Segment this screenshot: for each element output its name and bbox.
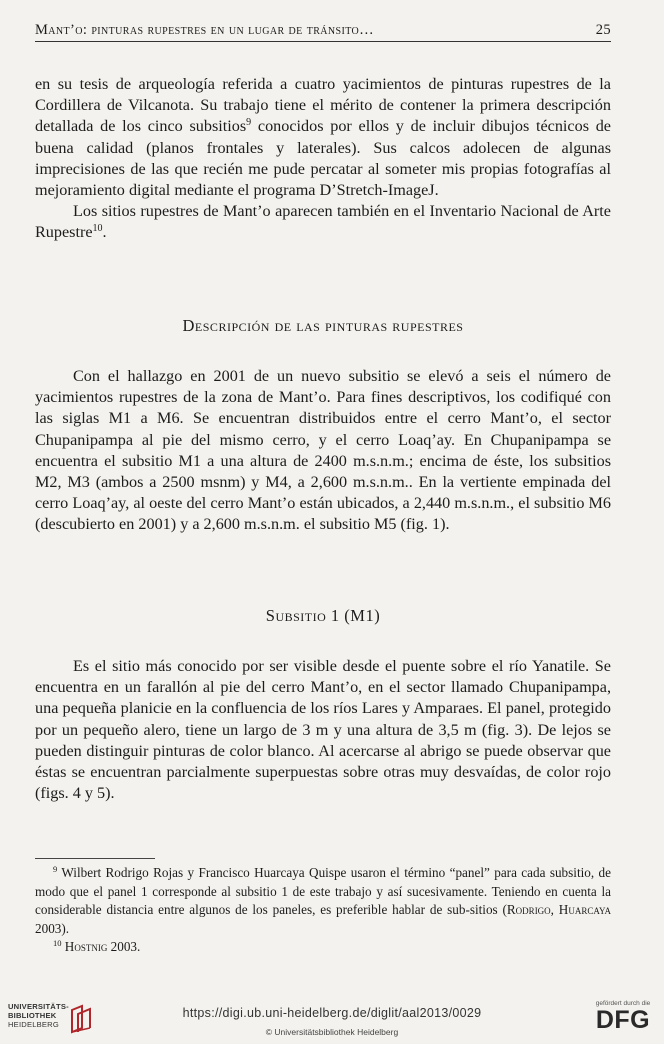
- paragraph: Los sitios rupestres de Mant’o aparecen también en el Inventario Nacional de Arte Rupestre$^{10}$.: [35, 202, 611, 242]
- digitization-footer: [0, 996, 664, 1044]
- footnotes: [35, 864, 611, 957]
- section-body: [35, 366, 611, 536]
- funder-note: gefördert durch die: [595, 1000, 651, 1007]
- subsection-heading: [35, 606, 611, 626]
- paragraph: en su tesis de arqueología referida a cuatro yacimientos de pinturas rupestres de la Cordillera de Vilcanota. Su trabajo tiene el mérito de contener la primera descripción detallada de los cinco subsitios$^9$ conocidos por ellos y de incluir dibujos técnicos de buena calidad (planos frontales y laterales). Sus calcos adolecen de algunas imprecisiones de las que recién me pude percatar al someter mis propias fotografías al mejoramiento digital mediante el programa D’Stretch-ImageJ.: [35, 75, 611, 200]
- paragraph: Con el hallazgo en 2001 de un nuevo subsitio se elevó a seis el número de yacimientos rupestres de la zona de Mant’o. Para fines descriptivos, los codifiqué con las siglas M1 a M6. Se encuentran distribuidos entre el cerro Mant’o, el sector Chupanipampa al pie del mismo cerro, y el cerro Loaq’ay. En Chupanipampa se encuentra el subsitio M1 a una altura de 2400 m.s.n.m.; encima de éste, los subsitios M2, M3 (ambos a 2500 msnm) y M4, a 2,600 m.s.n.m.. En la vertiente empinada del cerro Loaq’ay, al oeste del cerro Mant’o están ubicados, a 2,440 m.s.n.m., el subsitio M6 (descubierto en 2001) y a 2,600 m.s.n.m. el subsitio M5 (fig. 1).: [35, 367, 611, 534]
- running-header: [35, 22, 611, 39]
- source-url[interactable]: https://digi.ub.uni-heidelberg.de/diglit/aal2013/0029: [182, 1006, 482, 1020]
- library-name: UNIVERSITÄTS- BIBLIOTHEK HEIDELBERG: [8, 1002, 69, 1029]
- page-number: 25: [595, 22, 611, 38]
- dfg-logo: DFG: [595, 1006, 651, 1034]
- funder-logo[interactable]: [590, 1000, 656, 1038]
- footnote-10: $^{10}$ Hostnig 2003.: [53, 938, 141, 954]
- subsection-number: 1 (M1): [330, 606, 381, 625]
- footnote-9: $^9$ Wilbert Rodrigo Rojas y Francisco Huarcaya Quispe usaron el término “panel” para cada subsitio, de modo que el panel 1 corresponde al subsitio 1 de este trabajo y así sucesivamente. Teniendo en cuenta la considerable distancia entre algunos de los paneles, es preferible hablar de sub-sitios (Rodrigo, Huarcaya 2003).: [35, 864, 611, 936]
- header-rule: [35, 41, 611, 42]
- copyright-notice: © Universitätsbibliothek Heidelberg: [265, 1027, 399, 1037]
- footnote-ref[interactable]: 9: [246, 117, 252, 129]
- intro-text: [35, 74, 611, 244]
- subsection-body: [35, 656, 611, 804]
- running-title: Mant’o: pinturas rupestres en un lugar de tránsito…: [35, 22, 375, 38]
- footnote-rule: [35, 858, 155, 859]
- section-heading: Descripción de las pinturas rupestres: [182, 316, 464, 335]
- paragraph: Es el sitio más conocido por ser visible desde el puente sobre el río Yanatile. Se encuentra en un farallón al pie del cerro Mant’o, en el sector llamado Chupanipampa, una pequeña planicie en la confluencia de los ríos Lares y Amparaes. El panel, protegido por un pequeño alero, tiene un largo de 3 m y una altura de 3,5 m (fig. 3). De lejos se pueden distinguir pinturas de color blanco. Al acercarse al abrigo se puede observar que éstas se encuentran parcialmente superpuestas sobre otras muy desvaídas, de color rojo (figs. 4 y 5).: [35, 657, 611, 803]
- subsection-label: Subsitio: [265, 606, 327, 625]
- footnote-ref[interactable]: 10: [92, 223, 103, 235]
